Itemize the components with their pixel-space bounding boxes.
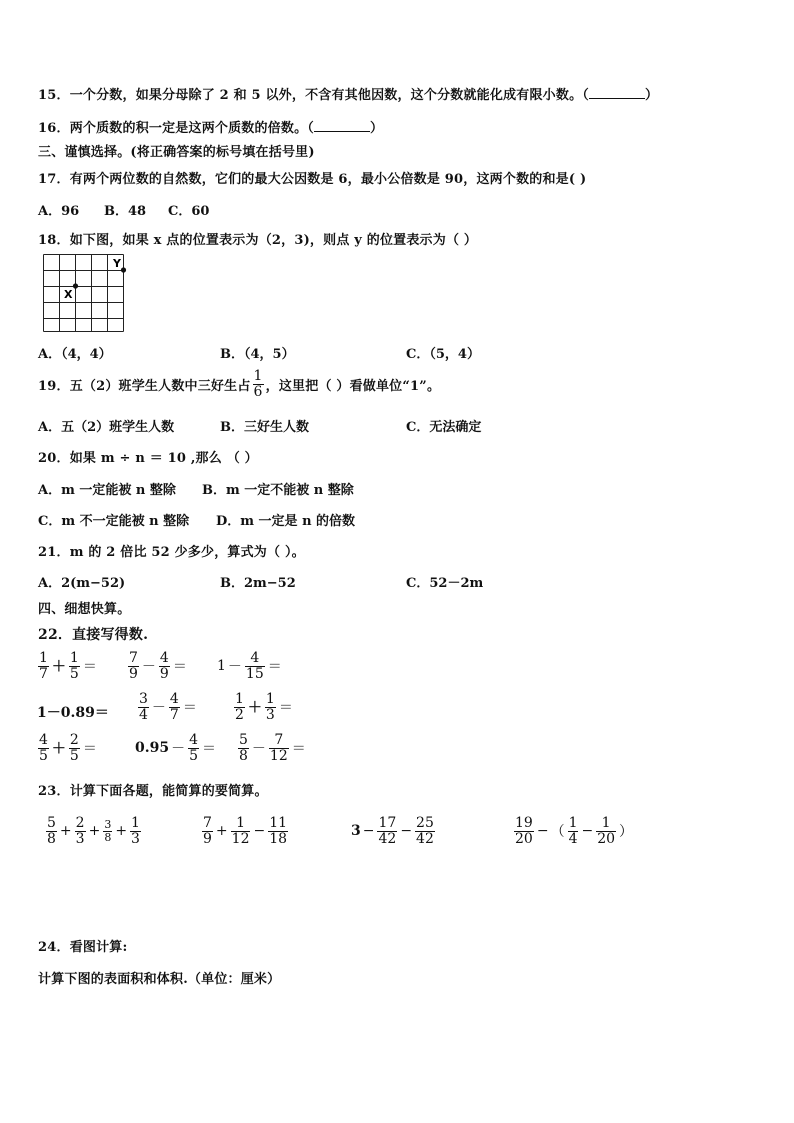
q20-option-d[interactable]: D．m 一定是 n 的倍数 xyxy=(216,514,356,529)
q23-expression-3: 3 − $\frac{17}{42}$ − $\frac{25}{42}$ xyxy=(351,815,434,847)
answer-blank-15[interactable] xyxy=(589,86,645,99)
q18-option-b[interactable]: B．（4，5） xyxy=(220,347,295,362)
q22-problem-4: 1－0.89＝ xyxy=(37,705,109,721)
q22-problem-8: 0.95 － $\frac{4}{5}$ ＝ xyxy=(135,732,217,764)
q20-option-a[interactable]: A．m 一定能被 n 整除 xyxy=(38,483,176,498)
question-16-text: 16．两个质数的积一定是这两个质数的倍数。（ xyxy=(38,121,314,136)
q22-problem-5: $\frac{3}{4}$ － $\frac{4}{7}$ ＝ xyxy=(139,691,197,723)
q23-expression-4: $\frac{19}{20}$ − （ $\frac{1}{4}$ − $\frac{1}{20}$ ） xyxy=(515,815,634,847)
q21-option-a[interactable]: A．2(m−52) xyxy=(38,576,126,591)
question-18-text: 18．如下图，如果 x 点的位置表示为（2，3)，则点 y 的位置表示为（ ） xyxy=(38,233,478,248)
question-17-text: 17．有两个两位数的自然数，它们的最大公因数是 6，最小公倍数是 90，这两个数的和是( ) xyxy=(38,172,587,187)
question-15: 15．一个分数，如果分母除了 2 和 5 以外，不含有其他因数，这个分数就能化成有限小数。（ ） xyxy=(38,88,659,103)
point-y-label: Y xyxy=(113,257,121,270)
point-x-label: X xyxy=(64,288,73,301)
q18-option-a[interactable]: A．（4，4） xyxy=(38,347,112,362)
q22-problem-9: $\frac{5}{8}$ － $\frac{7}{12}$ ＝ xyxy=(239,732,306,764)
question-21-text: 21．m 的 2 倍比 52 少多少，算式为（ ）。 xyxy=(38,545,305,560)
question-19-post: ，这里把（ ）看做单位“1”。 xyxy=(265,378,441,394)
question-15-text: 15．一个分数，如果分母除了 2 和 5 以外，不含有其他因数，这个分数就能化成有限小数。（ xyxy=(38,88,589,103)
question-20-text: 20．如果 m ÷ n ＝ 10 ,那么 （ ） xyxy=(38,451,258,466)
q22-problem-6: $\frac{1}{2}$ ＋ $\frac{1}{3}$ ＝ xyxy=(235,691,293,723)
q17-option-a[interactable]: A．96 xyxy=(38,204,80,219)
question-19-pre: 19．五（2）班学生人数中三好生占 xyxy=(38,378,251,394)
question-23-title: 23．计算下面各题，能简算的要简算。 xyxy=(38,784,268,799)
point-y-marker xyxy=(121,267,126,272)
q22-problem-2: $\frac{7}{9}$ － $\frac{4}{9}$ ＝ xyxy=(129,650,187,682)
coordinate-grid xyxy=(43,254,129,334)
q18-option-c[interactable]: C．（5，4） xyxy=(406,347,480,362)
point-x-marker xyxy=(73,283,78,288)
section-4-heading: 四、细想快算。 xyxy=(38,602,131,617)
q19-option-a[interactable]: A．五（2）班学生人数 xyxy=(38,420,175,435)
q22-problem-3: 1 － $\frac{4}{15}$ ＝ xyxy=(217,650,282,682)
q19-option-c[interactable]: C．无法确定 xyxy=(406,420,482,435)
q23-expression-2: $\frac{7}{9}$ + $\frac{1}{12}$ − $\frac{11}{18}$ xyxy=(203,815,288,847)
q21-option-b[interactable]: B．2m−52 xyxy=(220,576,296,591)
q23-expression-1: $\frac{5}{8}$ + $\frac{2}{3}$ + $\frac{3}{8}$ + $\frac{1}{3}$ xyxy=(47,815,140,847)
question-16: 16．两个质数的积一定是这两个质数的倍数。（ ） xyxy=(38,121,384,136)
q17-option-c[interactable]: C．60 xyxy=(168,204,210,219)
question-22-title: 22．直接写得数. xyxy=(38,627,149,643)
question-24-subtitle: 计算下图的表面积和体积.（单位：厘米） xyxy=(38,972,281,987)
question-19 xyxy=(38,369,440,399)
q22-problem-7: $\frac{4}{5}$ ＋ $\frac{2}{5}$ ＝ xyxy=(39,732,97,764)
q20-option-c[interactable]: C．m 不一定能被 n 整除 xyxy=(38,514,190,529)
q21-option-c[interactable]: C．52－2m xyxy=(406,576,484,591)
question-24-title: 24．看图计算: xyxy=(38,940,128,955)
q17-option-b[interactable]: B．48 xyxy=(104,204,147,219)
section-3-heading: 三、谨慎选择。(将正确答案的标号填在括号里) xyxy=(38,145,315,160)
answer-blank-16[interactable] xyxy=(314,119,370,132)
q22-problem-1: $\frac{1}{7}$ ＋ $\frac{1}{5}$ ＝ xyxy=(39,650,97,682)
q20-option-b[interactable]: B．m 一定不能被 n 整除 xyxy=(202,483,354,498)
q19-option-b[interactable]: B．三好生人数 xyxy=(220,420,309,435)
fraction-one-sixth: $\frac{1}{6}$ xyxy=(253,368,263,400)
